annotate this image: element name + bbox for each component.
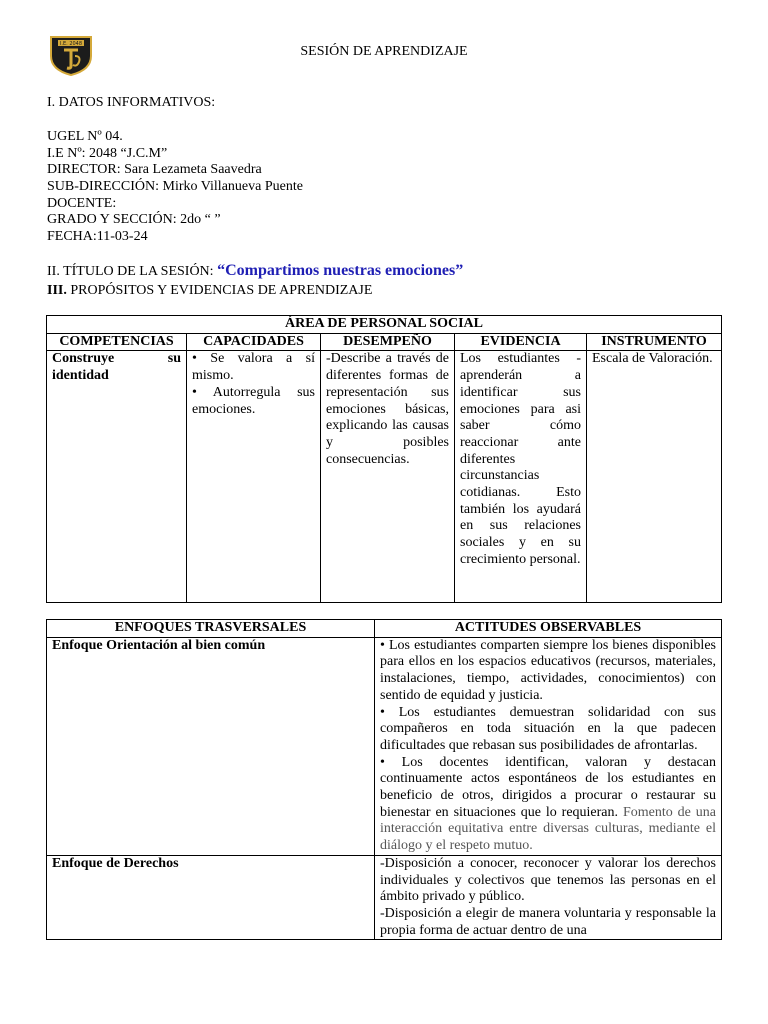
header-capacidades: CAPACIDADES — [187, 333, 321, 351]
enfoques-table — [46, 619, 722, 940]
document-title: SESIÓN DE APRENDIZAJE — [300, 44, 468, 59]
header-evidencia: EVIDENCIA — [455, 333, 587, 351]
header-competencias: COMPETENCIAS — [47, 333, 187, 351]
datos-line: DOCENTE: — [47, 195, 117, 211]
header-instrumento: INSTRUMENTO — [587, 333, 722, 351]
datos-line: UGEL Nº 04. — [47, 129, 123, 144]
datos-line: GRADO Y SECCIÓN: 2do “ ” — [47, 212, 221, 228]
enfoque-cell — [47, 637, 375, 855]
logo-text: I.E. 2048 — [59, 41, 83, 47]
propositos-text: PROPÓSITOS Y EVIDENCIAS DE APRENDIZAJE — [66, 283, 373, 298]
actitud-item: -Disposición a elegir de manera voluntaria y responsable la propia forma de actuar dentro de una — [380, 905, 716, 938]
datos-informativos — [47, 95, 215, 112]
enfoque-name: Enfoque de Derechos — [52, 855, 179, 871]
session-title — [47, 263, 463, 281]
datos-heading: I. DATOS INFORMATIVOS: — [47, 95, 216, 110]
actitud-item: • Los estudiantes comparten siempre los bienes disponibles para ellos en los espacios educativos (recursos, materiales, instalaciones, tiempo, actividades, conocimientos) con sentido de equidad y justicia. — [380, 637, 716, 703]
propositos-heading — [47, 283, 372, 300]
header-desempeno: DESEMPEÑO — [321, 333, 455, 351]
actitud-item — [380, 755, 716, 855]
evidencia-text: Los estudiantes - aprenderán a identificar sus emociones para asi saber cómo reaccionar ante diferentes circunstancias cotidianas. Esto también los ayudará en sus relaciones sociales y en su crecimiento personal. — [460, 351, 581, 567]
header-enfoques: ENFOQUES TRASVERSALES — [47, 620, 375, 638]
datos-line: FECHA:11-03-24 — [47, 229, 148, 245]
desempeno-cell — [321, 351, 455, 603]
evidencia-cell — [455, 351, 587, 603]
enfoque-name: Enfoque Orientación al bien común — [52, 637, 266, 653]
actitudes-cell — [375, 637, 722, 855]
capacidad-item: • Autorregula sus emociones. — [192, 384, 315, 417]
competencia-cell — [47, 351, 187, 603]
area-table — [46, 315, 722, 603]
actitud-extra: Fomento de una interacción equitativa entre diversas culturas, mediante el diálogo y el respeto mutuo. — [380, 804, 716, 854]
datos-line: SUB-DIRECCIÓN: Mirko Villanueva Puente — [47, 179, 303, 195]
capacidad-item: • Se valora a sí mismo. — [192, 351, 315, 384]
actitudes-cell — [375, 855, 722, 940]
actitud-item: -Disposición a conocer, reconocer y valorar los derechos individuales y colectivos que tenemos las personas en el ámbito privado y público. — [380, 855, 716, 905]
datos-line: DIRECTOR: Sara Lezameta Saavedra — [47, 162, 262, 178]
session-title-label: II. TÍTULO DE LA SESIÓN: — [47, 264, 218, 279]
datos-line: I.E Nº: 2048 “J.C.M” — [47, 145, 168, 161]
desempeno-text: -Describe a través de diferentes formas de representación sus emociones básicas, explicando las causas y posibles consecuencias. — [326, 351, 449, 467]
instrumento-cell — [587, 351, 722, 603]
capacidades-cell — [187, 351, 321, 603]
propositos-num: III. — [47, 283, 67, 298]
session-title-value: “Compartimos nuestras emociones” — [217, 262, 464, 279]
enfoque-cell — [47, 855, 375, 940]
actitud-item: • Los estudiantes demuestran solidaridad con sus compañeros en toda situación en la que padecen dificultades que rebasan sus posibilidades de afrontarlas. — [380, 704, 716, 753]
datos-list — [47, 129, 303, 246]
competencia-text: Construye su identidad — [52, 351, 181, 384]
instrumento-text: Escala de Valoración. — [592, 351, 713, 367]
area-title: ÁREA DE PERSONAL SOCIAL — [47, 316, 722, 334]
actitud-text: • Los docentes identifican, valoran y destacan continuamente actos espontáneos de los estudiantes en beneficio de otros, dirigidos a procurar o restaurar su bienestar en situaciones que lo requieran. — [380, 754, 716, 820]
header-actitudes: ACTITUDES OBSERVABLES — [375, 620, 722, 638]
